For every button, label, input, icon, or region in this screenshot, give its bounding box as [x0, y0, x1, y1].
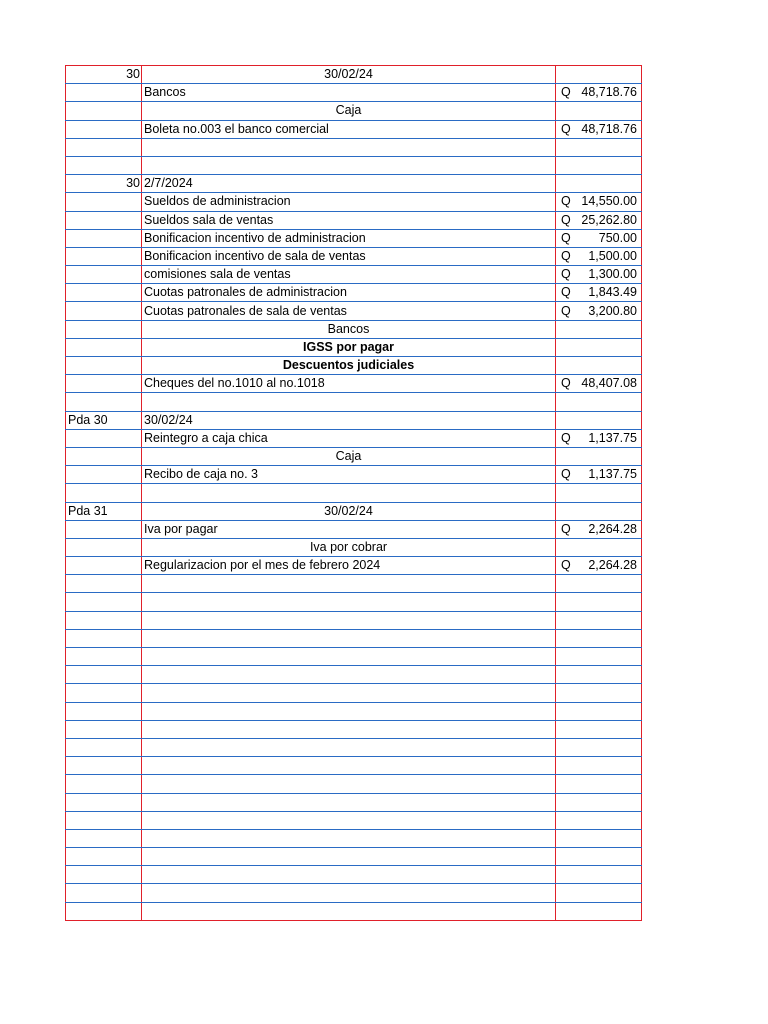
- amount-value: 750.00: [598, 230, 637, 245]
- amount-value: 1,137.75: [588, 430, 637, 445]
- empty-cell[interactable]: [142, 829, 556, 847]
- amount-wrapper: [558, 230, 639, 247]
- entry-description-cell[interactable]: Bonificacion incentivo de administracion: [142, 229, 556, 247]
- empty-cell[interactable]: [142, 611, 556, 629]
- entry-amount-cell[interactable]: [556, 175, 642, 193]
- amount-wrapper: [558, 193, 639, 210]
- empty-cell[interactable]: [142, 775, 556, 793]
- entry-amount-cell[interactable]: [556, 484, 642, 502]
- currency-symbol: Q: [561, 521, 571, 536]
- entry-ref-cell[interactable]: [66, 466, 142, 484]
- entry-amount-cell[interactable]: [556, 302, 642, 320]
- empty-cell[interactable]: [66, 684, 142, 702]
- entry-ref-cell[interactable]: [66, 120, 142, 138]
- entry-amount-cell[interactable]: [556, 557, 642, 575]
- entry-ref-cell[interactable]: [66, 229, 142, 247]
- entry-ref-cell[interactable]: [66, 302, 142, 320]
- amount-wrapper: [558, 266, 639, 283]
- amount-wrapper: [558, 121, 639, 138]
- empty-row: [66, 811, 642, 829]
- entry-description-cell[interactable]: Reintegro a caja chica: [142, 429, 556, 447]
- entry-description-cell[interactable]: Cuotas patronales de administracion: [142, 284, 556, 302]
- amount-wrapper: [558, 557, 639, 574]
- table-row: [66, 102, 642, 120]
- empty-row: [66, 902, 642, 920]
- entry-amount-cell[interactable]: [556, 284, 642, 302]
- empty-cell[interactable]: [142, 593, 556, 611]
- entry-ref-cell[interactable]: [66, 247, 142, 265]
- empty-cell[interactable]: [66, 611, 142, 629]
- empty-cell[interactable]: [556, 684, 642, 702]
- amount-wrapper: [558, 521, 639, 538]
- empty-cell[interactable]: [66, 829, 142, 847]
- entry-ref-cell[interactable]: [66, 211, 142, 229]
- empty-cell[interactable]: [556, 757, 642, 775]
- amount-value: 2,264.28: [588, 521, 637, 536]
- empty-cell[interactable]: [66, 757, 142, 775]
- empty-cell[interactable]: [556, 611, 642, 629]
- amount-wrapper: [558, 303, 639, 320]
- amount-value: 1,137.75: [588, 467, 637, 482]
- currency-symbol: Q: [561, 267, 571, 282]
- table-row: [66, 484, 642, 502]
- entry-ref-cell[interactable]: [66, 447, 142, 465]
- amount-value: 48,718.76: [581, 121, 637, 136]
- journal-body: [66, 66, 642, 921]
- table-row: [66, 429, 642, 447]
- empty-cell[interactable]: [66, 884, 142, 902]
- empty-cell[interactable]: [556, 775, 642, 793]
- entry-ref-cell[interactable]: Pda 30: [66, 411, 142, 429]
- entry-ref-cell[interactable]: [66, 429, 142, 447]
- empty-row: [66, 866, 642, 884]
- empty-cell[interactable]: [556, 702, 642, 720]
- entry-amount-cell[interactable]: [556, 320, 642, 338]
- entry-amount-cell[interactable]: [556, 520, 642, 538]
- amount-value: 2,264.28: [588, 558, 637, 573]
- table-row: [66, 557, 642, 575]
- empty-cell[interactable]: [66, 811, 142, 829]
- empty-cell[interactable]: [556, 884, 642, 902]
- amount-wrapper: [558, 212, 639, 229]
- entry-ref-cell[interactable]: [66, 284, 142, 302]
- entry-description-cell[interactable]: Iva por cobrar: [142, 538, 556, 556]
- empty-cell[interactable]: [556, 648, 642, 666]
- entry-amount-cell[interactable]: [556, 138, 642, 156]
- table-row: [66, 320, 642, 338]
- empty-cell[interactable]: [556, 866, 642, 884]
- empty-cell[interactable]: [556, 575, 642, 593]
- entry-amount-cell[interactable]: [556, 338, 642, 356]
- entry-description-cell[interactable]: Recibo de caja no. 3: [142, 466, 556, 484]
- empty-cell[interactable]: [142, 629, 556, 647]
- entry-ref-cell[interactable]: [66, 156, 142, 174]
- empty-cell[interactable]: [66, 629, 142, 647]
- currency-symbol: Q: [561, 85, 571, 100]
- table-row: [66, 66, 642, 84]
- table-row: [66, 266, 642, 284]
- entry-description-cell[interactable]: Cuotas patronales de sala de ventas: [142, 302, 556, 320]
- entry-ref-cell[interactable]: [66, 484, 142, 502]
- empty-cell[interactable]: [556, 593, 642, 611]
- amount-value: 14,550.00: [581, 194, 637, 209]
- entry-description-cell[interactable]: Regularizacion por el mes de febrero 2024: [142, 557, 556, 575]
- entry-description-cell[interactable]: Cheques del no.1010 al no.1018: [142, 375, 556, 393]
- entry-amount-cell[interactable]: [556, 120, 642, 138]
- table-row: [66, 357, 642, 375]
- currency-symbol: Q: [561, 121, 571, 136]
- empty-cell[interactable]: [556, 629, 642, 647]
- empty-cell[interactable]: [142, 702, 556, 720]
- table-row: [66, 193, 642, 211]
- empty-cell[interactable]: [142, 575, 556, 593]
- empty-row: [66, 611, 642, 629]
- entry-ref-cell[interactable]: [66, 320, 142, 338]
- entry-amount-cell[interactable]: [556, 193, 642, 211]
- table-row: [66, 447, 642, 465]
- entry-amount-cell[interactable]: [556, 393, 642, 411]
- entry-ref-cell[interactable]: [66, 375, 142, 393]
- table-row: [66, 375, 642, 393]
- entry-description-cell[interactable]: 30/02/24: [142, 411, 556, 429]
- entry-description-cell[interactable]: 2/7/2024: [142, 175, 556, 193]
- empty-cell[interactable]: [66, 575, 142, 593]
- entry-ref-cell[interactable]: [66, 538, 142, 556]
- currency-symbol: Q: [561, 467, 571, 482]
- table-row: [66, 520, 642, 538]
- empty-cell[interactable]: [556, 793, 642, 811]
- amount-wrapper: [558, 375, 639, 392]
- entry-description-cell[interactable]: Sueldos sala de ventas: [142, 211, 556, 229]
- entry-ref-cell[interactable]: [66, 357, 142, 375]
- currency-symbol: Q: [561, 303, 571, 318]
- currency-symbol: Q: [561, 430, 571, 445]
- entry-amount-cell[interactable]: [556, 411, 642, 429]
- entry-amount-cell[interactable]: [556, 156, 642, 174]
- empty-cell[interactable]: [66, 720, 142, 738]
- empty-row: [66, 593, 642, 611]
- empty-cell[interactable]: [556, 666, 642, 684]
- currency-symbol: Q: [561, 230, 571, 245]
- entry-ref-cell[interactable]: 30: [66, 175, 142, 193]
- entry-ref-cell[interactable]: [66, 84, 142, 102]
- empty-row: [66, 884, 642, 902]
- entry-amount-cell[interactable]: [556, 447, 642, 465]
- amount-value: 48,407.08: [581, 376, 637, 391]
- empty-cell[interactable]: [66, 866, 142, 884]
- empty-cell[interactable]: [66, 738, 142, 756]
- empty-cell[interactable]: [66, 775, 142, 793]
- empty-cell[interactable]: [142, 684, 556, 702]
- empty-cell[interactable]: [142, 848, 556, 866]
- table-row: [66, 229, 642, 247]
- empty-cell[interactable]: [556, 811, 642, 829]
- empty-cell[interactable]: [556, 902, 642, 920]
- empty-row: [66, 848, 642, 866]
- amount-wrapper: [558, 466, 639, 483]
- entry-amount-cell[interactable]: [556, 429, 642, 447]
- empty-cell[interactable]: [556, 738, 642, 756]
- amount-wrapper: [558, 284, 639, 301]
- entry-ref-cell[interactable]: Pda 31: [66, 502, 142, 520]
- entry-description-cell[interactable]: Bancos: [142, 320, 556, 338]
- empty-cell[interactable]: [142, 757, 556, 775]
- currency-symbol: Q: [561, 376, 571, 391]
- table-row: [66, 120, 642, 138]
- empty-row: [66, 738, 642, 756]
- journal-table: [65, 65, 642, 921]
- currency-symbol: Q: [561, 194, 571, 209]
- table-row: [66, 302, 642, 320]
- entry-ref-cell[interactable]: [66, 102, 142, 120]
- entry-description-cell[interactable]: Sueldos de administracion: [142, 193, 556, 211]
- amount-value: 3,200.80: [588, 303, 637, 318]
- entry-ref-cell[interactable]: [66, 520, 142, 538]
- entry-amount-cell[interactable]: [556, 84, 642, 102]
- empty-cell[interactable]: [142, 811, 556, 829]
- entry-description-cell[interactable]: 30/02/24: [142, 502, 556, 520]
- empty-cell[interactable]: [66, 902, 142, 920]
- entry-ref-cell[interactable]: [66, 193, 142, 211]
- entry-ref-cell[interactable]: [66, 338, 142, 356]
- table-row: [66, 338, 642, 356]
- entry-description-cell[interactable]: [142, 484, 556, 502]
- empty-cell[interactable]: [142, 866, 556, 884]
- empty-cell[interactable]: [556, 829, 642, 847]
- empty-cell[interactable]: [66, 666, 142, 684]
- amount-value: 48,718.76: [581, 85, 637, 100]
- table-row: [66, 138, 642, 156]
- table-row: [66, 538, 642, 556]
- entry-description-cell[interactable]: Caja: [142, 102, 556, 120]
- amount-wrapper: [558, 84, 639, 101]
- entry-description-cell[interactable]: Bancos: [142, 84, 556, 102]
- amount-value: 25,262.80: [581, 212, 637, 227]
- table-row: [66, 84, 642, 102]
- empty-cell[interactable]: [142, 720, 556, 738]
- table-row: [66, 502, 642, 520]
- entry-description-cell[interactable]: 30/02/24: [142, 66, 556, 84]
- amount-wrapper: [558, 248, 639, 265]
- entry-description-cell[interactable]: Descuentos judiciales: [142, 357, 556, 375]
- empty-row: [66, 666, 642, 684]
- journal-sheet: [65, 65, 641, 921]
- entry-ref-cell[interactable]: [66, 138, 142, 156]
- entry-amount-cell[interactable]: [556, 375, 642, 393]
- currency-symbol: Q: [561, 212, 571, 227]
- currency-symbol: Q: [561, 558, 571, 573]
- entry-description-cell[interactable]: [142, 138, 556, 156]
- empty-cell[interactable]: [142, 884, 556, 902]
- entry-amount-cell[interactable]: [556, 357, 642, 375]
- table-row: [66, 175, 642, 193]
- entry-amount-cell[interactable]: [556, 229, 642, 247]
- table-row: [66, 211, 642, 229]
- empty-cell[interactable]: [66, 593, 142, 611]
- empty-cell[interactable]: [142, 648, 556, 666]
- empty-row: [66, 629, 642, 647]
- entry-description-cell[interactable]: Iva por pagar: [142, 520, 556, 538]
- table-row: [66, 247, 642, 265]
- amount-value: 1,843.49: [588, 285, 637, 300]
- amount-value: 1,300.00: [588, 267, 637, 282]
- amount-value: 1,500.00: [588, 248, 637, 263]
- currency-symbol: Q: [561, 248, 571, 263]
- empty-cell[interactable]: [66, 702, 142, 720]
- entry-description-cell[interactable]: Caja: [142, 447, 556, 465]
- entry-description-cell[interactable]: Bonificacion incentivo de sala de ventas: [142, 247, 556, 265]
- empty-cell[interactable]: [142, 666, 556, 684]
- table-row: [66, 156, 642, 174]
- entry-ref-cell[interactable]: [66, 393, 142, 411]
- entry-description-cell[interactable]: [142, 393, 556, 411]
- empty-cell[interactable]: [142, 793, 556, 811]
- table-row: [66, 411, 642, 429]
- entry-amount-cell[interactable]: [556, 466, 642, 484]
- empty-row: [66, 720, 642, 738]
- empty-row: [66, 757, 642, 775]
- table-row: [66, 466, 642, 484]
- entry-ref-cell[interactable]: 30: [66, 66, 142, 84]
- entry-ref-cell[interactable]: [66, 557, 142, 575]
- entry-ref-cell[interactable]: [66, 266, 142, 284]
- empty-row: [66, 684, 642, 702]
- entry-description-cell[interactable]: comisiones sala de ventas: [142, 266, 556, 284]
- entry-amount-cell[interactable]: [556, 502, 642, 520]
- entry-description-cell[interactable]: IGSS por pagar: [142, 338, 556, 356]
- empty-row: [66, 775, 642, 793]
- empty-row: [66, 793, 642, 811]
- empty-cell[interactable]: [556, 720, 642, 738]
- entry-description-cell[interactable]: Boleta no.003 el banco comercial: [142, 120, 556, 138]
- amount-wrapper: [558, 430, 639, 447]
- empty-row: [66, 648, 642, 666]
- entry-description-cell[interactable]: [142, 156, 556, 174]
- entry-amount-cell[interactable]: [556, 247, 642, 265]
- empty-row: [66, 575, 642, 593]
- entry-amount-cell[interactable]: [556, 538, 642, 556]
- entry-amount-cell[interactable]: [556, 102, 642, 120]
- currency-symbol: Q: [561, 285, 571, 300]
- empty-row: [66, 829, 642, 847]
- table-row: [66, 393, 642, 411]
- empty-cell[interactable]: [66, 648, 142, 666]
- empty-cell[interactable]: [66, 793, 142, 811]
- entry-amount-cell[interactable]: [556, 266, 642, 284]
- table-row: [66, 284, 642, 302]
- entry-amount-cell[interactable]: [556, 66, 642, 84]
- empty-cell[interactable]: [66, 848, 142, 866]
- entry-amount-cell[interactable]: [556, 211, 642, 229]
- empty-row: [66, 702, 642, 720]
- empty-cell[interactable]: [142, 902, 556, 920]
- empty-cell[interactable]: [556, 848, 642, 866]
- empty-cell[interactable]: [142, 738, 556, 756]
